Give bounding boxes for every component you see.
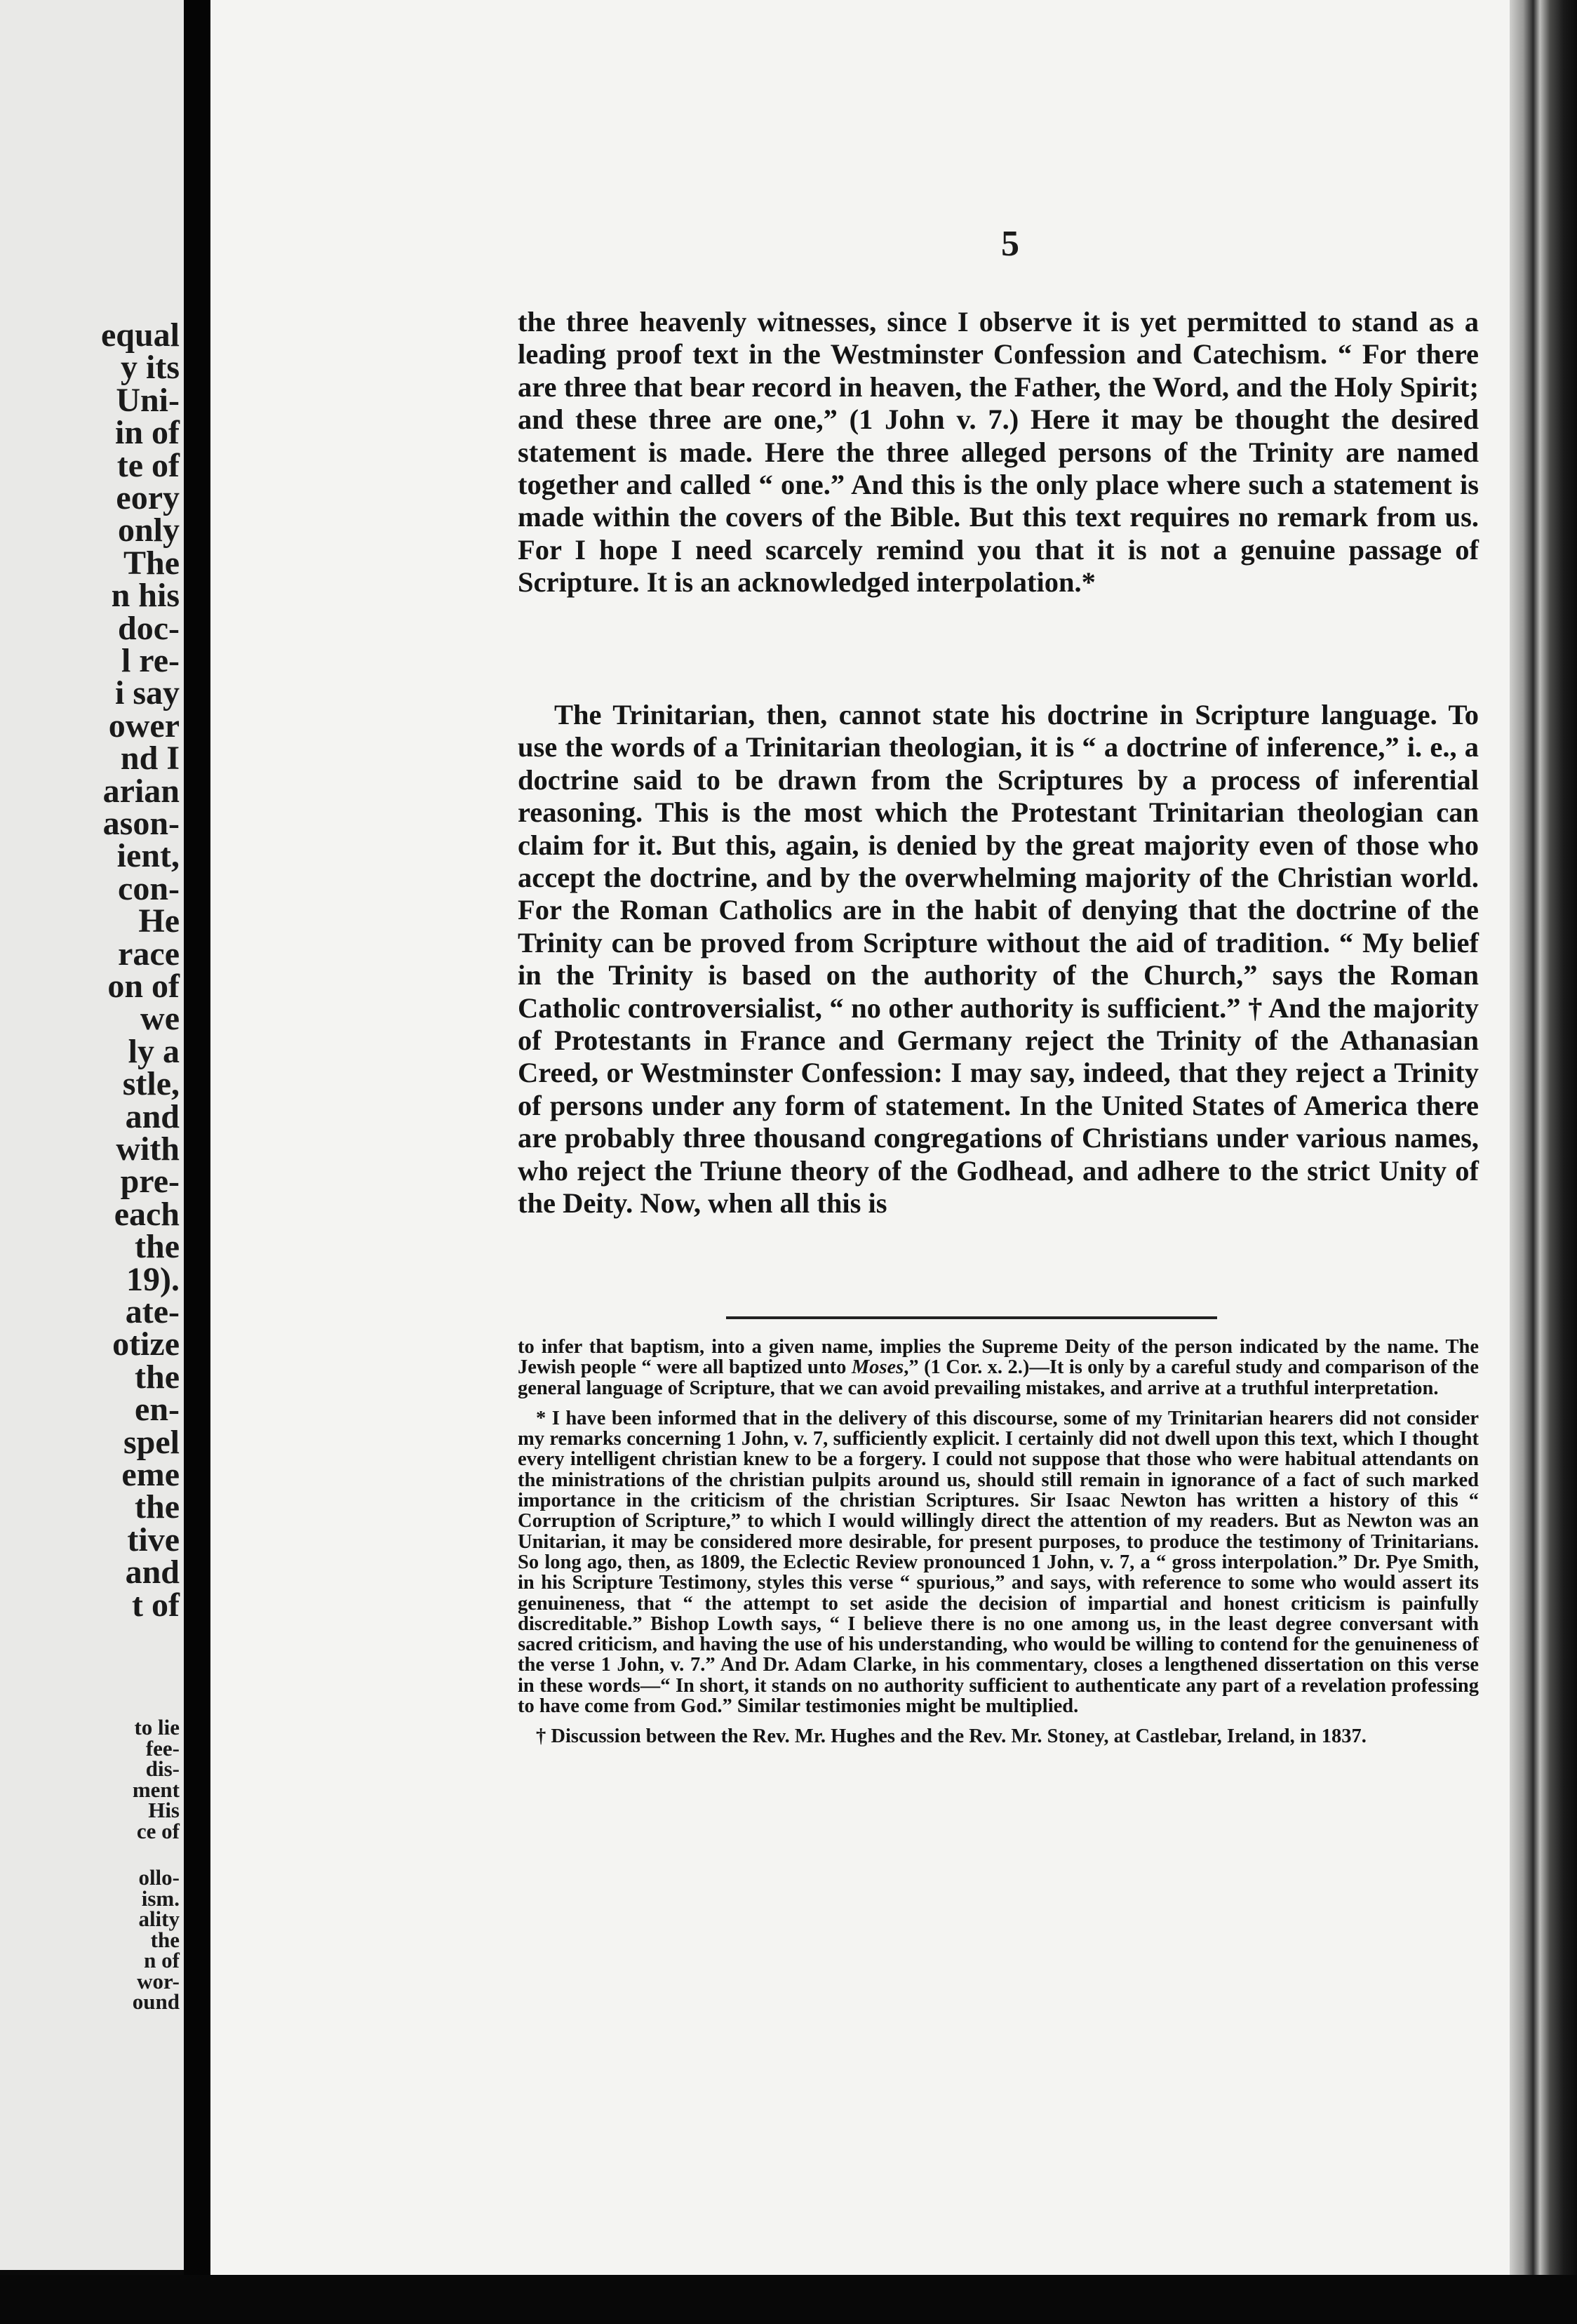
fragment-line: on of (107, 968, 180, 1005)
fragment-line: each (114, 1195, 180, 1233)
fragment-line: the (135, 1488, 180, 1526)
fragment-line: ollo- (138, 1865, 180, 1890)
fragment-line: fee- (145, 1735, 180, 1761)
fragment-line: to lie (134, 1715, 180, 1739)
fragment-line: the (150, 1927, 180, 1952)
fragment-line: His (148, 1798, 180, 1822)
page-edge-stack (1510, 0, 1577, 2324)
italic-word: Moses (851, 1356, 904, 1379)
fragment-line: doc- (118, 609, 180, 647)
fragment-line: and (125, 1097, 180, 1135)
fragment-line: race (118, 935, 180, 973)
fragment-line: t of (132, 1586, 180, 1624)
fragment-line: arian (102, 772, 180, 810)
fragment-line: ism. (141, 1885, 180, 1911)
fragment-line: ason- (102, 805, 180, 842)
fragment-line: the (135, 1358, 180, 1396)
fragment-line: ment (132, 1777, 180, 1802)
fragment-line: ality (138, 1906, 180, 1931)
fragment-line: stle, (122, 1065, 180, 1103)
fragment-line: nd I (120, 740, 180, 777)
page-number: 5 (1001, 224, 1019, 264)
footnote-continuation: to infer that baptism, into a given name, implies the Supreme Deity of the person indicated by the name. The Jewish people “ were all baptized unto Moses,” (1 Cor. x. 2.)—It is only by a careful study and comparison of the general language of Scripture, that we can avoid prevailing mistakes, and arrive at a truthful interpretation. (518, 1336, 1479, 1399)
facing-page-fragment (0, 0, 184, 2270)
book-gutter (184, 0, 212, 2324)
fragment-line: ly a (128, 1032, 180, 1070)
fragment-line: eme (121, 1456, 180, 1493)
fragment-line: l re- (121, 642, 180, 679)
paragraph-text: The Trinitarian, then, cannot state his doctrine in Scripture language. To use the words of a Trinitarian theologian, it is “ a doctrine of inference,” i. e., a doctrine said to be drawn from the Scriptures by a process of inferential reasoning. This is the most which the Protestant Trinitarian theologian can claim for it. But this, again, is denied by the great majority even of those who accept the doctrine, and by the overwhelming majority of the Christian world. For the Roman Catholics are in the habit of denying that the doctrine of the Trinity can be proved from Scripture without the aid of tradition. “ My belief in the Trinity is based on the authority of the Church,” says the Roman Catholic controversialist, “ no other authority is sufficient.” † And the majority of Protestants in France and Germany reject the Trinity of the Athanasian Creed, or Westminster Confession: I may say, indeed, that they reject a Trinity of persons under any form of statement. In the United States of America there are probably three thousand congregations of Christians under various names, who reject the Triune theory of the Godhead, and adhere to the strict Unity of the Deity. Now, when all this is (518, 699, 1479, 1220)
fragment-line: The (123, 544, 180, 582)
paragraph-text: the three heavenly witnesses, since I observe it is yet permitted to stand as a leading proof text in the Westminster Confession and Catechism. “ For there are three that bear record in heaven, the Father, the Word, and the Holy Spirit; and these three are one,” (1 John v. 7.) Here it may be thought the desired statement is made. Here the three alleged persons of the Trinity are named together and called “ one.” And this is the only place where such a statement is made within the covers of the Bible. But this text requires no remark from us. For I hope I need scarcely remind you that it is not a genuine passage of Scripture. It is an acknowledged interpolation.* (518, 306, 1479, 599)
fragment-line: ate- (125, 1293, 180, 1330)
fragment-line: pre- (120, 1163, 180, 1201)
fragment-line: ower (108, 707, 180, 744)
body-paragraph-2 (518, 699, 1479, 1220)
footnotes (518, 1337, 1479, 1747)
scan-border (0, 2275, 1577, 2324)
fragment-line: tive (127, 1521, 180, 1558)
fragment-line: spel (123, 1423, 180, 1461)
fragment-line: y its (121, 349, 180, 387)
fragment-line: and (125, 1554, 180, 1591)
fragment-line: otize (112, 1325, 180, 1363)
fragment-line: the (135, 1228, 180, 1266)
fragment-line: 19). (126, 1260, 180, 1298)
fragment-line: equal (100, 316, 180, 354)
fragment-line: only (117, 512, 180, 549)
fragment-line: ound (132, 1989, 180, 2014)
fragment-line: we (140, 1000, 180, 1038)
fragment-line: Uni- (116, 381, 180, 419)
fragment-line: dis- (145, 1756, 180, 1781)
body-paragraph-1 (518, 306, 1479, 599)
fragment-line: en- (135, 1391, 180, 1429)
fragment-line: with (116, 1130, 180, 1168)
fragment-line: wor- (137, 1968, 180, 1994)
footnote-asterisk: * I have been informed that in the delivery of this discourse, some of my Trinitarian hearers did not consider my remarks concerning 1 John, v. 7, sufficiently explicit. I certainly did not dwell upon this text, which I thought every intelligent christian knew to be a forgery. I could not suppose that those who were habitual attendants on the ministrations of the christian pulpits around us, should still remain in ignorance of a fact of such marked importance in the criticism of the christian Scriptures. Sir Isaac Newton has written a history of this “ Corruption of Scripture,” to which I would willingly direct the attention of my readers. But as Newton was an Unitarian, it may be considered more desirable, for present purposes, to produce the testimony of Trinitarians. So long ago, then, as 1809, the Eclectic Review pronounced 1 John, v. 7, a “ gross interpolation.” Dr. Pye Smith, in his Scripture Testimony, styles this verse “ spurious,” and says, with reference to some who would assert its genuineness, that “ the attempt to set aside the decision of impartial and honest criticism is painfully discreditable.” Bishop Lowth says, “ I believe there is no one among us, in the least degree conversant with sacred criticism, and having the use of his understanding, who would be willing to contend for the genuineness of the verse 1 John, v. 7.” And Dr. Adam Clarke, in his commentary, closes a lengthened dissertation on this verse in these words—“ In short, it stands on no authority sufficient to authenticate any part of a revelation professing to have come from God.” Similar testimonies might be multiplied. (518, 1407, 1479, 1718)
fragment-line: n his (111, 577, 180, 615)
fragment-line: He (138, 902, 180, 940)
fragment-line: i say (114, 674, 180, 712)
fragment-line: te of (116, 446, 180, 484)
fragment-line: in of (114, 414, 180, 452)
footnote-divider (726, 1316, 1217, 1319)
book-page (210, 0, 1510, 2275)
fragment-line: eory (116, 479, 180, 516)
fragment-line: n of (144, 1948, 180, 1972)
fragment-line: ient, (116, 837, 180, 875)
fragment-line: ce of (136, 1818, 180, 1843)
footnote-dagger: † Discussion between the Rev. Mr. Hughes and the Rev. Mr. Stoney, at Castlebar, Ireland, in 1837. (536, 1725, 1367, 1748)
fragment-line: con- (118, 869, 180, 907)
